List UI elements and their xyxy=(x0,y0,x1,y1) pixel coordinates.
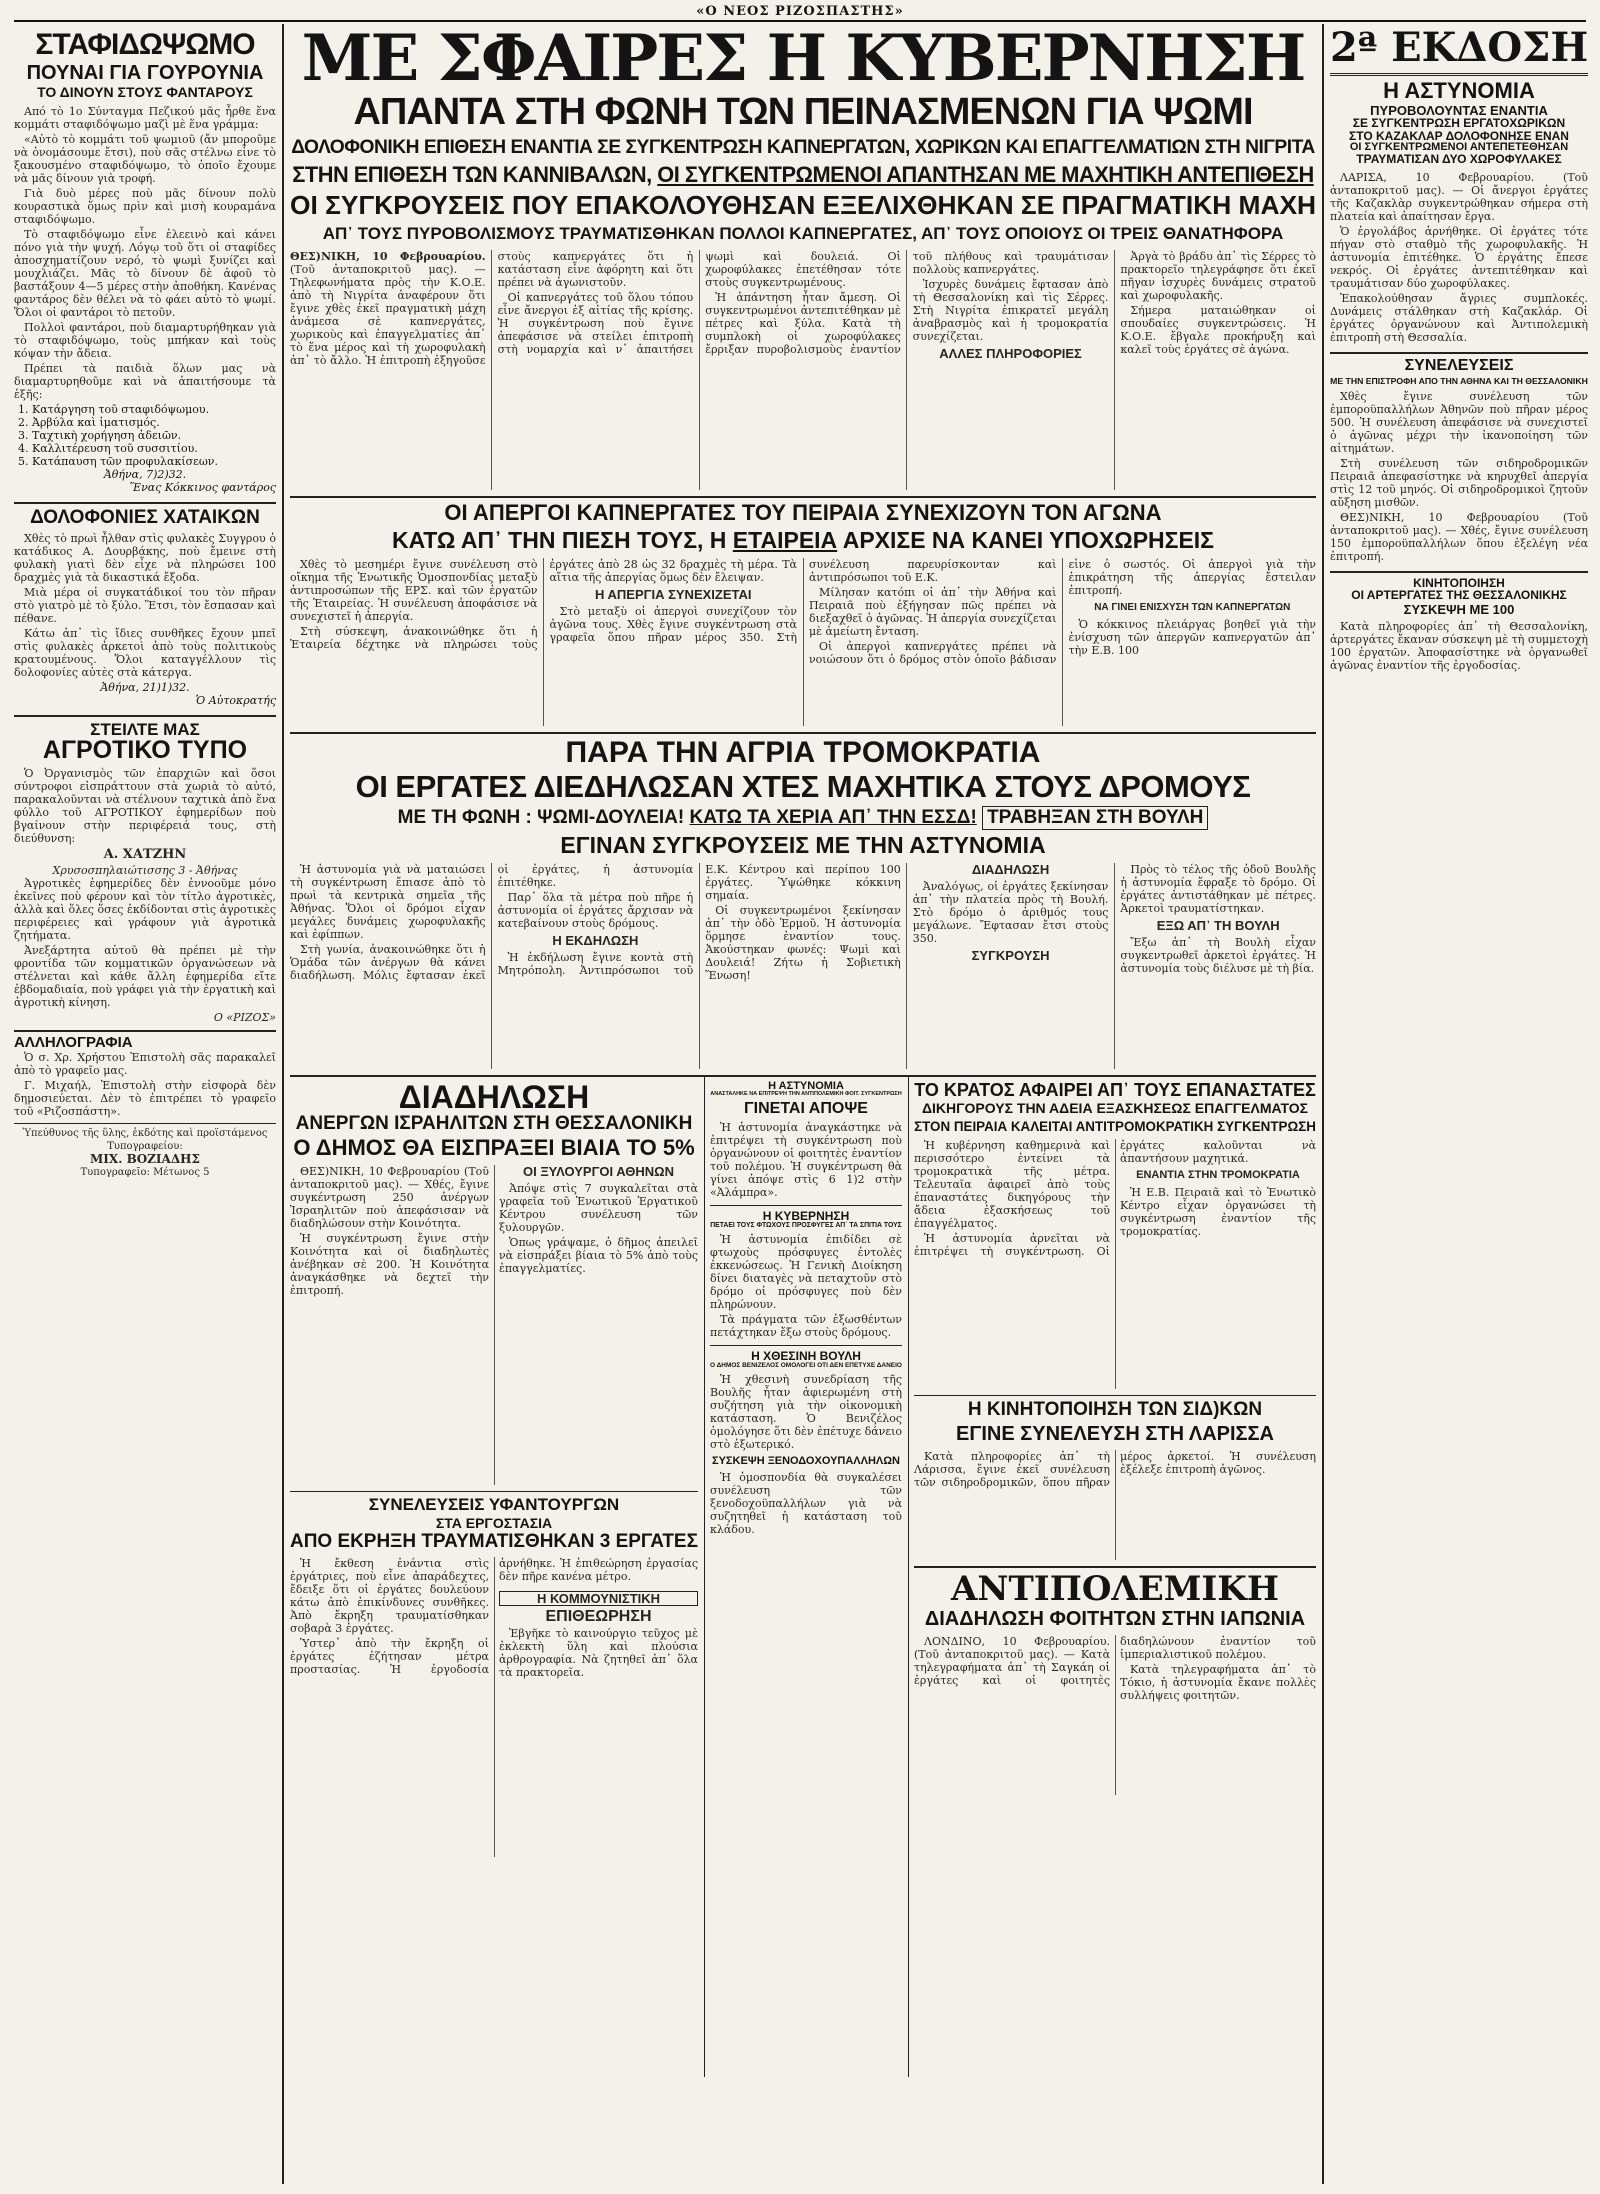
paragraph: Κάτω ἀπ᾽ τὶς ἴδιες συνθῆκες ἔχουν μπεῖ στὶς φυλακὲς ἀρκετοὶ ἀπὸ τοὺς πολιτικοὺς κρατουμένους. Ὅλοι καταγγέλλουν τὶς δολοφονίες αὐτὲς στὰ κάτεργα. xyxy=(14,626,276,679)
paragraph: Χθὲς τὸ μεσημέρι ἔγινε συνέλευση στὸ οἴκημα τῆς Ἑνωτικῆς Ὁμοσπονδίας μεταξὺ ἀντιπροσώπων τῆς ΕΡΣ. καὶ τῶν ἐργατῶν τῆς Ἑταιρείας. Ἡ συνέλευση ἀποφάσισε νὰ συνεχιστεῖ ἡ ἀπεργία. xyxy=(290,557,538,623)
terror-headline-3 xyxy=(290,806,1316,829)
subhead: ΟΙ ΞΥΛΟΥΡΓΟΙ ΑΘΗΝΩΝ xyxy=(522,1165,674,1180)
right-headline-10: ΟΙ ΑΡΤΕΡΓΑΤΕΣ ΤΗΣ ΘΕΣΣΑΛΟΝΙΚΗΣ xyxy=(1351,587,1567,602)
state-headline-2: ΔΙΚΗΓΟΡΟΥΣ ΤΗΝ ΑΔΕΙΑ ΕΞΑΣΚΗΣΕΩΣ ΕΠΑΓΓΕΛΜΑΤΟΣ xyxy=(921,1100,1309,1117)
parliament-story xyxy=(710,1373,902,1451)
piraeus-headline-2 xyxy=(290,526,1316,553)
subhead: Η ΚΟΜΜΟΥΝΙΣΤΙΚΗ xyxy=(499,1591,698,1606)
paragraph: Ὑστερ᾽ ἀπὸ τὴν ἔκρηξη οἱ ἐργάτες ἐζήτησαν μέτρα προστασίας. Ἡ ἐργοδοσία ἀρνήθηκε. Ἡ ἐπιθεώρηση ἐργασίας δὲν πῆρε κανένα μέτρο. xyxy=(290,1557,698,1677)
divider xyxy=(710,1345,902,1346)
divider xyxy=(914,1566,1316,1568)
terror-headline-4: ΕΓΙΝΑΝ ΣΥΓΚΡΟΥΣΕΙΣ ΜΕ ΤΗΝ ΑΣΤΥΝΟΜΙΑ xyxy=(560,831,1046,858)
parliament-headline: Η ΧΘΕΣΙΝΗ ΒΟΥΛΗ xyxy=(751,1349,861,1364)
right-article-3 xyxy=(1330,620,1588,672)
lower-section xyxy=(290,1077,1316,2097)
paragraph: Από τὸ 1ο Σύνταγμα Πεζικού μᾶς ἦρθε ἕνα κομμάτι σταφιδόψωμο μαζὶ μὲ ἕνα γράμμα: xyxy=(14,105,276,132)
right-article-2 xyxy=(1330,390,1588,563)
paragraph: Πολλοὶ φαντάροι, ποὺ διαμαρτυρήθηκαν γιὰ τὸ σταφιδόψωμο, τοὺς μπήκαν καὶ τοὺς κόψαν τὴν ἄδεια. xyxy=(14,321,276,361)
right-headline-9: ΚΙΝΗΤΟΠΟΙΗΣΗ xyxy=(1413,575,1505,590)
paragraph: Οἱ ἀπεργοὶ καπνεργάτες πρέπει νὰ νοιώσουν ὅτι ὁ δρόμος στὸν ὁποῖο βάδισαν εἶνε ὁ σωστός. Οἱ ἀπεργοὶ γιὰ τὴν ἐπικράτηση τῆς ἀπεργίας ἔστειλαν ἐπιτροπή. xyxy=(809,557,1316,666)
divider xyxy=(290,496,1316,498)
dateline: ΘΕΣ)ΝΙΚΗ, 10 Φεβρουαρίου. xyxy=(290,250,486,264)
paragraph: Οἱ καπνεργάτες τοῦ ὅλου τόπου εἶνε ἄνεργοι ἐξ αἰτίας τῆς κρίσης. Ἡ συγκέντρωση ποὺ ἔγινε ἀπεφάσισε νὰ στείλει ἐπιτροπὴ στὴ νομαρχία καὶ ν᾽ ἀπαιτήσει ψωμὶ καὶ δουλειά. Οἱ χωροφύλακες ἐπετέθησαν τότε στοὺς συγκεντρωμένους. xyxy=(497,250,901,357)
divider xyxy=(290,732,1316,734)
right-headline-8: ΜΕ ΤΗΝ ΕΠΙΣΤΡΟΦΗ ΑΠΟ ΤΗΝ ΑΘΗΝΑ ΚΑΙ ΤΗ ΘΕΣΣΑΛΟΝΙΚΗ xyxy=(1330,375,1588,386)
signature: Ὁ Αὐτοκρατής xyxy=(195,693,276,707)
paragraph: Ἡ ἔκθεση ἐνάντια στὶς ἐργάτριες, ποὺ εἶνε ἀπαράδεχτες, ἔδειξε ὅτι οἱ ἐργάτες δουλεύουν κάτω ἀπὸ ἐπικίνδυνες συνθῆκες. Ἀπὸ ἔκρηξη τραυματίσθηκαν σοβαρὰ 3 ἐργάτες. xyxy=(290,1557,489,1636)
headline-part: ΚΑΤΩ ΤΑ ΧΕΡΙΑ ΑΠ᾽ ΤΗΝ ΕΣΣΔ! xyxy=(689,807,977,829)
paragraph: «Αὐτὸ τὸ κομμάτι τοῦ ψωμιοῦ (ἄν μποροῦμε νὰ ὀνομάσουμε ἔτσι), ποὺ σᾶς στέλνω εἶνε τὸ ξακουσμένο σταφιδόψωμο, τὸ ὁποῖο ἔχουμε νὰ μᾶς δίνουν γιὰ τροφή. xyxy=(14,133,276,186)
paragraph: Μίλησαν κατόπι οἱ ἀπ᾽ τὴν Ἀθήνα καὶ Πειραιᾶ ποὺ ἐξήγησαν πῶς πρέπει νὰ διεξαχθεῖ ὁ ἀγῶνας. Ἡ ἀπεργία συνεχίζεται μὲ ἀμείωτη ἔνταση. xyxy=(809,585,1057,638)
paragraph: Κατὰ τηλεγραφήματα ἀπ᾽ τὸ Τόκιο, ἡ ἀστυνομία ἔκανε πολλὲς συλλήψεις φοιτητῶν. xyxy=(1120,1663,1316,1703)
column-rule-right xyxy=(1322,24,1324,2184)
paragraph: Στὴ σύσκεψη, ἀνακοινώθηκε ὅτι ἡ Ἑταιρεία δέχτηκε νὰ πληρώσει τοὺς ἐργάτες ἀπὸ 28 ὡς 32 δραχμὲς τὴ μέρα. Τὰ αἴτια τῆς ἀπεργίας ὅμως δὲν ἔλειψαν. xyxy=(290,557,797,651)
paragraph: ΘΕΣ)ΝΙΚΗ, 10 Φεβρουαρίου (Τοῦ ἀνταποκριτοῦ μας). — Χθές, ἔγινε συνέλευση 150 ἐμποροϋπαλλήλων ὅπου ἐξελέγη νέα ἐπιτροπή. xyxy=(1330,510,1588,563)
parliament-headline-2: Ο ΔΗΜΟΣ ΒΕΝΙΖΕΛΟΣ ΟΜΟΛΟΓΕΙ ΟΤΙ ΔΕΝ ΕΠΕΤΥΧΕ ΔΑΝΕΙΟ xyxy=(710,1361,902,1369)
paragraph: Στὴ γωνία, ἀνακοινώθηκε ὅτι ἡ Ὁμάδα τῶν ἀνέργων θὰ κάνει διαδήλωση. Μόλις ἔφτασαν ἐκεῖ οἱ ἐργάτες, ἡ ἀστυνομία ἐπιτέθηκε. xyxy=(290,862,694,982)
paragraph: Ἀργὰ τὸ βράδυ ἀπ᾽ τὶς Σέρρες τὸ πρακτορεῖο τηλεγράφησε ὅτι ἐκεῖ πῆγαν ἰσχυρὲς δυνάμεις στρατοῦ καὶ χωροφυλακῆς. xyxy=(1120,250,1316,303)
story-text: (Τοῦ ἀνταποκριτοῦ μας). — Τηλεφωνήματα πρὸς τὴν Κ.Ο.Ε. ἀπὸ τὴ Νιγρίτα ἀναφέρουν ὅτι ἔγινε χθὲς ἐκεῖ πραγματικὴ μάχη ἀνάμεσα σὲ καπνεργάτες, χωρικοὺς καὶ ἐπαγγελματίες ἀπ᾽ τὸ ἕνα μέρος καὶ τὴ χωροφυλακὴ ἀπ᾽ τὸ ἄλλο. Ἡ ἐπιτροπὴ ἐξηγοῦσε στοὺς καπνεργάτες ὅτι ἡ κατάσταση εἶνε ἀφόρητη καὶ ὅτι πρέπει νὰ ἀγωνιστοῦν. xyxy=(290,250,694,368)
main-deck-3: ΟΙ ΣΥΓΚΡΟΥΣΕΙΣ ΠΟΥ ΕΠΑΚΟΛΟΥΘΗΣΑΝ ΕΞΕΛΙΧΘΗΚΑΝ ΣΕ ΠΡΑΓΜΑΤΙΚΗ ΜΑΧΗ xyxy=(290,189,1316,220)
list-item: 3. Ταχτικὴ χορήγηση ἀδειῶν. xyxy=(32,429,276,442)
main-deck-2 xyxy=(290,161,1316,187)
column-rule xyxy=(908,1077,909,2077)
divider xyxy=(14,1030,276,1032)
right-headline-4: ΣΤΟ ΚΑΖΑΚΛΑΡ ΔΟΛΟΦΟΝΗΣΕ ΕΝΑΝ xyxy=(1349,128,1569,143)
dateline: Ἀθήνα, 7)2)32. xyxy=(103,468,187,482)
divider xyxy=(14,1123,276,1124)
paragraph: Παρ᾽ ὅλα τὰ μέτρα ποὺ πῆρε ἡ ἀστυνομία οἱ ἐργάτες ἄρχισαν νὰ κατεβαίνουν στοὺς δρόμους. xyxy=(497,890,694,930)
paragraph: Πρέπει τὰ παιδιὰ ὅλων μας νὰ διαμαρτυρηθοῦμε καὶ νὰ ἀπαιτήσουμε τὰ ἑξῆς: xyxy=(14,362,276,402)
right-headline-5: ΟΙ ΣΥΓΚΕΝΤΡΩΜΕΝΟΙ ΑΝΤΕΠΕΤΕΘΗΣΑΝ xyxy=(1349,140,1569,153)
paragraph: Ὁ σ. Χρ. Χρήστου Ἐπιστολὴ σᾶς παρακαλεῖ ἀπὸ τὸ γραφεῖο μας. xyxy=(14,1050,276,1077)
mobilization-headline: Η ΚΙΝΗΤΟΠΟΙΗΣΗ ΤΩΝ ΣΙΔ)ΚΩΝ xyxy=(967,1399,1263,1421)
paragraph: Χθὲς ἔγινε συνέλευση τῶν ἐμποροϋπαλλήλων Ἀθηνῶν ποὺ πῆραν μέρος 500. Ἡ συνέλευση ἀπεφάσισε νὰ συνεχιστεῖ ὁ ἀγῶνας μέχρι τὴν ἱκανοποίηση τῶν αἰτημάτων. xyxy=(1330,389,1588,455)
main-headline-2: ΑΠΑΝΤΑ ΣΤΗ ΦΩΝΗ ΤΩΝ ΠΕΙΝΑΣΜΕΝΩΝ ΓΙΑ ΨΩΜΙ xyxy=(353,91,1253,134)
paragraph: Ἡ ἀστυνομία ἐπιδίδει σὲ φτωχοὺς πρόσφυγες ἐντολὲς ἐκκενώσεως. Ἡ Γενικὴ Διοίκηση δίνει διαταγὲς νὰ πεταχτοῦν στὸ δρόμο οἱ πρόσφυγες ποὺ δὲν πληρώνουν. xyxy=(710,1233,902,1312)
list-item: 1. Κατάργηση τοῦ σταφιδόψωμου. xyxy=(32,403,276,416)
jews-headline-3: Ο ΔΗΜΟΣ ΘΑ ΕΙΣΠΡΑΞΕΙ ΒΙΑΙΑ ΤΟ 5% xyxy=(293,1134,695,1160)
imprint-line: Ὑπεύθυνος τῆς ὕλης, ἐκδότης καὶ προϊστάμενος Τυπογραφείου: xyxy=(22,1127,268,1152)
subhead: ΕΞΩ ΑΠ᾽ ΤΗ ΒΟΥΛΗ xyxy=(1156,917,1280,933)
list-item: 2. Ἀρβύλα καὶ ἱματισμός. xyxy=(32,416,276,429)
subhead: Η ΑΠΕΡΓΙΑ ΣΥΝΕΧΙΖΕΤΑΙ xyxy=(595,586,752,602)
left-article-4 xyxy=(14,1051,276,1118)
headline-part: ΜΕ ΤΗ ΦΩΝΗ : ΨΩΜΙ-ΔΟΥΛΕΙΑ! xyxy=(397,807,685,829)
demands-list xyxy=(14,403,276,468)
main-deck-1: ΔΟΛΟΦΟΝΙΚΗ ΕΠΙΘΕΣΗ ΕΝΑΝΤΙΑ ΣΕ ΣΥΓΚΕΝΤΡΩΣΗ ΚΑΠΝΕΡΓΑΤΩΝ, ΧΩΡΙΚΩΝ ΚΑΙ ΕΠΑΓΓΕΛΜΑΤΙΩΝ ΣΤΗ ΝΙΓΡΙΤΑ xyxy=(291,137,1315,159)
masthead-rule xyxy=(14,20,1586,22)
paragraph: Ἡ ἐκδήλωση ἔγινε κοντὰ στὴ Μητρόπολη. Ἀντιπρόσωποι τοῦ Ε.Κ. Κέντρου καὶ περίπου 100 ἐργάτες. Ὑψώθηκε κόκκινη σημαία. xyxy=(497,862,901,977)
left-article-2 xyxy=(14,532,276,679)
main-headline: ΜΕ ΣΦΑΙΡΕΣ Η ΚΥΒΕΡΝΗΣΗ xyxy=(301,26,1305,96)
left-headline-2: ΠΟΥΝΑΙ ΓΙΑ ΓΟΥΡΟΥΝΙΑ xyxy=(26,61,264,84)
paragraph: Ἔξω ἀπ᾽ τὴ Βουλὴ εἶχαν συγκεντρωθεῖ ἀρκετοὶ ἐργάτες. Ἡ ἀστυνομία τοὺς διέλυσε μὲ τὴ βία. xyxy=(1120,935,1316,975)
right-headline-11: ΣΥΣΚΕΨΗ ΜΕ 100 xyxy=(1403,602,1515,617)
list-item: 4. Καλλιτέρευση τοῦ συσσιτίου. xyxy=(32,442,276,455)
edition-label: 2ª ΕΚΔΟΣΗ xyxy=(1330,28,1588,71)
paragraph: Γιὰ δυὸ μέρες ποὺ μᾶς δίνουν πολὺ κουραστικὰ ὅμως πρὶν καὶ μισὴ κουραμάνα σταφιδόψωμο. xyxy=(14,187,276,227)
main-area xyxy=(290,26,1316,2182)
paragraph: Ἀπόψε στὶς 7 συγκαλεῖται στὰ γραφεῖα τοῦ Ἑνωτικοῦ Ἐργατικοῦ Κέντρου συνέλευση τῶν ξυλουργῶν. xyxy=(499,1182,698,1235)
paragraph: Σήμερα ματαιώθηκαν οἱ σπουδαίες συγκεντρώσεις. Ἡ Κ.Ο.Ε. ἔβγαλε προκήρυξη καὶ καλεῖ τοὺς ἐργάτες σὲ ἀγώνα. xyxy=(1120,304,1316,357)
paragraph: Ἡ ἀστυνομία ἀναγκάστηκε νὰ ἐπιτρέψει τὴ συγκέντρωση ποὺ ὀργανώνουν οἱ φοιτητὲς ἐναντίον τοῦ πολέμου. Ἡ συγκέντρωση θὰ γίνει ἀπόψε στὶς 6 1)2 στὴν «Ἀλάμπρα». xyxy=(710,1121,902,1200)
left-headline-4: ΔΟΛΟΦΟΝΙΕΣ ΧΑΤΑΙΚΩΝ xyxy=(30,507,260,529)
paragraph: Μιὰ μέρα οἱ συγκατάδικοί του τὸν πῆραν στὸ γιατρὸ μὲ τὸ ξύλο. Ἕτσι, τὸν ἔσπασαν καὶ πέθανε. xyxy=(14,585,276,625)
left-headline-6: ΑΛΛΗΛΟΓΡΑΦΙΑ xyxy=(14,1034,133,1052)
antiwar-story xyxy=(914,1635,1316,1795)
subhead: Η ΕΚΔΗΛΩΣΗ xyxy=(552,932,639,948)
paragraph: Ἡ ἀστυνομία ἀρνεῖται νὰ ἐπιτρέψει τὴ συγκέντρωση. Οἱ ἐργάτες καλοῦνται νὰ ἀπαντήσουν μαχητικά. xyxy=(914,1139,1316,1259)
imprint-line: Τυπογραφεῖο: Μέτωνος 5 xyxy=(80,1166,210,1178)
paragraph: Ἐβγῆκε τὸ καινούργιο τεῦχος μὲ ἐκλεκτὴ ὕλη καὶ πλούσια ἀρθρογραφία. Νὰ ζητηθεῖ ἀπ᾽ ὅλα τὰ πρακτορεῖα. xyxy=(499,1627,698,1680)
divider xyxy=(710,1205,902,1206)
subhead: ΣΥΣΚΕΨΗ ΞΕΝΟΔΟΧΟΥΠΑΛΛΗΛΩΝ xyxy=(711,1455,901,1468)
deck-part: ΟΙ ΣΥΓΚΕΝΤΡΩΜΕΝΟΙ ΑΠΑΝΤΗΣΑΝ ΜΕ ΜΑΧΗΤΙΚΗ ΑΝΤΕΠΙΘΕΣΗ xyxy=(657,161,1314,187)
mobilization-headline-2: ΕΓΙΝΕ ΣΥΝΕΛΕΥΣΗ ΣΤΗ ΛΑΡΙΣΣΑ xyxy=(955,1422,1274,1445)
state-headline: ΤΟ ΚΡΑΤΟΣ ΑΦΑΙΡΕΙ ΑΠ᾽ ΤΟΥΣ ΕΠΑΝΑΣΤΑΤΕΣ xyxy=(914,1080,1316,1100)
imprint xyxy=(14,1127,276,1179)
government-headline: Η ΚΥΒΕΡΝΗΣΗ xyxy=(762,1209,850,1224)
state-headline-3: ΣΤΟΝ ΠΕΙΡΑΙΑ ΚΑΛΕΙΤΑΙ ΑΝΤΙΤΡΟΜΟΚΡΑΤΙΚΗ ΣΥΓΚΕΝΤΡΩΣΗ xyxy=(914,1118,1316,1134)
state-story xyxy=(914,1139,1316,1389)
right-column xyxy=(1330,28,1588,2178)
signature: Ἕνας Κόκκινος φαντάρος xyxy=(129,481,276,495)
paragraph: Στὸ μεταξὺ οἱ ἀπεργοὶ συνεχίζουν τὸν ἀγῶνα τους. Χθὲς ἔγινε συγκέντρωση στὰ γραφεῖα ὅπου πῆραν μέρος 350. Στὴ συνέλευση παρευρίσκονταν καὶ ἀντιπρόσωποι τοῦ Ε.Κ. xyxy=(549,557,1057,644)
right-headline-7: ΣΥΝΕΛΕΥΣΕΙΣ xyxy=(1404,357,1514,375)
paragraph: Ἐπακολούθησαν ἄγριες συμπλοκές. Δυνάμεις στάλθηκαν στὴ Καζακλάρ. Οἱ ἐργάτες ὀργανώνουν καὶ Ἀντιπολεμικὴ ἐπιτροπὴ στὴ Θεσσαλία. xyxy=(1330,292,1588,345)
jews-story xyxy=(290,1165,698,1485)
right-headline-3: ΣΕ ΣΥΓΚΕΝΤΡΩΣΗ ΕΡΓΑΤΟΧΩΡΙΚΩΝ xyxy=(1352,116,1566,131)
paragraph: ΛΑΡΙΣΑ, 10 Φεβρουαρίου. (Τοῦ ἀνταποκριτοῦ μας). — Οἱ ἄνεργοι ἐργάτες τῆς Καζακλὰρ συγκεντρώθηκαν σήμερα στὴ πλατεία καὶ ἀπαίτησαν ἔργα. xyxy=(1330,171,1588,224)
paragraph: Ἡ χθεσινὴ συνεδρίαση τῆς Βουλῆς ἦταν ἀφιερωμένη στὴ συζήτηση γιὰ τὴν οἰκονομικὴ κατάσταση. Ὁ Βενιζέλος ὁμολόγησε ὅτι δὲν ἐπέτυχε δάνειο στὸ ἐξωτερικό. xyxy=(710,1373,902,1452)
police-story xyxy=(710,1121,902,1199)
right-headline-6: ΤΡΑΥΜΑΤΙΣΑΝ ΔΥΟ ΧΩΡΟΦΥΛΑΚΕΣ xyxy=(1356,152,1562,167)
weavers-headline-1: ΣΤΑ ΕΡΓΟΣΤΑΣΙΑ xyxy=(435,1514,553,1531)
right-article-1 xyxy=(1330,171,1588,344)
paragraph: Ἡ συγκέντρωση ἔγινε στὴν Κοινότητα καὶ οἱ διαδηλωτὲς ἀνέβηκαν σὲ 200. Ἡ Κοινότητα ἀναγκάσθηκε νὰ δεχτεῖ τὴν ἐπιτροπή. xyxy=(290,1232,489,1298)
left-headline-1: ΣΤΑΦΙΔΩΨΩΜΟ xyxy=(35,30,255,61)
headline-part: ΕΤΑΙΡΕΙΑ xyxy=(732,526,838,553)
divider xyxy=(290,1491,698,1492)
subhead: ΕΠΙΘΕΩΡΗΣΗ xyxy=(545,1608,652,1626)
jews-headline: ΔΙΑΔΗΛΩΣΗ xyxy=(398,1080,590,1115)
police-headline-3: ΓΙΝΕΤΑΙ ΑΠΟΨΕ xyxy=(744,1099,868,1117)
paragraph: Ἀναλόγως, οἱ ἐργάτες ξεκίνησαν ἀπ᾽ τὴν πλατεία πρὸς τὴ Βουλή. Στὸ δρόμο ὁ ἀριθμός τους μεγάλωνε. Ἔφτασαν ἔτσι στοὺς 350. xyxy=(912,879,1109,945)
right-headline-1: Η ΑΣΤΥΝΟΜΙΑ xyxy=(1383,77,1535,103)
paragraph: Ἡ ἀπάντηση ἦταν ἄμεση. Οἱ συγκεντρωμένοι ἀντεπιτέθηκαν μὲ πέτρες καὶ ξύλα. Κατὰ τὴ συμπλοκὴ οἱ χωροφύλακες ἔρριξαν πυροβολισμοὺς ἐναντίον τοῦ πλήθους καὶ τραυμάτισαν πολλοὺς καπνεργάτες. xyxy=(705,250,1109,357)
paragraph: Γ. Μιχαήλ, Ἐπιστολὴ στὴν εἰσφορὰ δὲν δημοσιεύεται. Δὲν τὸ ἐπιτρέπει τὸ γραφεῖο τοῦ «Ριζοσπάστη». xyxy=(14,1078,276,1118)
weavers-headline-2: ΑΠΟ ΕΚΡΗΞΗ ΤΡΑΥΜΑΤΙΣΘΗΚΑΝ 3 ΕΡΓΑΤΕΣ xyxy=(290,1531,698,1553)
paragraph: Ἡ κυβέρνηση καθημερινὰ καὶ περισσότερο ἐντείνει τὰ τρομοκρατικὰ τῆς μέτρα. Τελευταῖα ἀφαιρεῖ ἀπὸ τοὺς ἐπαναστάτες δικηγόρους τὴν ἄδεια ἐξασκήσεως τοῦ ἐπαγγέλματος. xyxy=(914,1139,1110,1231)
lower-col-a xyxy=(290,1081,698,2081)
terror-headline: ΠΑΡΑ ΤΗΝ ΑΓΡΙΑ ΤΡΟΜΟΚΡΑΤΙΑ xyxy=(565,735,1041,769)
imprint-editor: ΜΙΧ. ΒΟΖΙΑΔΗΣ xyxy=(90,1151,200,1166)
paragraph: Ἡ ὁμοσπονδία θὰ συγκαλέσει συνέλευση τῶν ξενοδοχοϋπαλλήλων γιὰ νὰ συζητηθεῖ ἡ κατάσταση τοῦ κλάδου. xyxy=(710,1471,902,1537)
column-rule xyxy=(704,1077,705,2077)
paragraph: Ὁπως γράψαμε, ὁ δῆμος ἀπειλεῖ νὰ εἰσπράξει βίαια τὸ 5% ἀπὸ τοὺς ἐπαγγελματίες. xyxy=(499,1236,698,1276)
terror-headline-2: ΟΙ ΕΡΓΑΤΕΣ ΔΙΕΔΗΛΩΣΑΝ ΧΤΕΣ ΜΑΧΗΤΙΚΑ ΣΤΟΥΣ ΔΡΟΜΟΥΣ xyxy=(355,768,1251,804)
nigrita-story xyxy=(290,250,1316,490)
left-headline-5a: ΣΤΕΙΛΤΕ ΜΑΣ xyxy=(90,719,200,739)
subhead: ΕΝΑΝΤΙΑ ΣΤΗΝ ΤΡΟΜΟΚΡΑΤΙΑ xyxy=(1136,1169,1300,1182)
jews-headline-2: ΑΝΕΡΓΩΝ ΙΣΡΑΗΛΙΤΩΝ ΣΤΗ ΘΕΣΣΑΛΟΝΙΚΗ xyxy=(295,1112,693,1134)
hotel-story xyxy=(710,1471,902,1536)
divider xyxy=(1330,73,1588,76)
right-headline-2: ΠΥΡΟΒΟΛΟΥΝΤΑΣ ΕΝΑΝΤΙΑ xyxy=(1370,103,1548,119)
lower-col-b xyxy=(710,1081,902,2081)
paragraph: ΛΟΝΔΙΝΟ, 10 Φεβρουαρίου. (Τοῦ ἀνταποκριτοῦ μας). — Κατὰ τηλεγραφήματα ἀπ᾽ τὴ Σαγκάη οἱ ἐργάτες καὶ οἱ φοιτητὲς διαδηλώνουν ἐναντίον τοῦ ἰμπεριαλιστικοῦ πολέμου. xyxy=(914,1635,1316,1688)
left-headline-5b: ΑΓΡΟΤΙΚΟ ΤΥΠΟ xyxy=(42,735,248,764)
paragraph: Ἀνεξάρτητα αὐτοῦ θὰ πρέπει μὲ τὴν φροντίδα τῶν κομματικῶν ὀργανώσεων νὰ στέλνεται καὶ κάθε ἄλλη ἐφημερίδα εἴτε ἐβδομαδιαία, ποὺ γράφει γιὰ τὴν ἐργατικὴ καὶ ἀγροτικὴ κίνηση. xyxy=(14,944,276,1010)
paragraph: Τὸ σταφιδόψωμο εἶνε ἐλεεινὸ καὶ κάνει πόνο γιὰ τὴν ψυχή. Λόγῳ τοῦ ὅτι οἱ σταφίδες ἀποσχηματίζουν νερό, τὸ ψωμὶ ξυνίζει καὶ μουχλιάζει. Μᾶς τὸ δίνουν δὲ ἀφοῦ τὸ βαστάξουν 4—5 μέρες στὴν ἀποθήκη. Κανένας φαντάρος δὲν θέλει νὰ τὸ φάει αὐτὸ τὸ ψωμί. Ὅλοι οἱ φαντάροι τὸ πετοῦν. xyxy=(14,228,276,320)
subhead: ΑΛΛΕΣ ΠΛΗΡΟΦΟΡΙΕΣ xyxy=(939,346,1082,362)
paragraph: Κατὰ πληροφορίες ἀπ᾽ τὴ Λάρισσα, ἔγινε ἐκεῖ συνέλευση τῶν σιδηροδρομικῶν, ὅπου πῆραν μέρος ἀρκετοί. Ἡ συνέλευση ἐξέλεξε ἐπιτροπὴ ἀγῶνος. xyxy=(914,1450,1316,1490)
divider xyxy=(14,502,276,504)
subhead: ΣΥΓΚΡΟΥΣΗ xyxy=(971,947,1050,963)
paragraph: Χθὲς τὸ πρωὶ ἦλθαν στὶς φυλακὲς Συγγρου ὁ κατάδικος Α. Δουρβάκης, ποὺ ἔμεινε στὴ φυλακὴ γιατὶ δὲν εἶχε νὰ πληρώσει 100 δραχμὲς γιὰ τὰ δικαστικά ἔξοδα. xyxy=(14,531,276,584)
divider xyxy=(1330,352,1588,354)
paragraph: Ὁ Ὀργανισμὸς τῶν ἐπαρχιῶν καὶ ὅσοι σύντροφοι εἰσπράττουν στὰ χωριὰ τὸ αὐτό, παρακαλοῦνται νὰ στέλνουν ταχτικὰ ἀπὸ ἕνα φύλλο τοῦ ΑΓΡΟΤΙΚΟΥ ἐφημερίδων ποὺ βγαίνουν στὴν περιφέρειά τους, στὴ διεύθυνση: xyxy=(14,767,276,846)
left-article-3 xyxy=(14,767,276,1024)
paragraph: ΘΕΣ)ΝΙΚΗ, 10 Φεβρουαρίου (Τοῦ ἀνταποκριτοῦ μας). — Χθές, ἔγινε συγκέντρωση 250 ἀνέργων Ἰσραηλιτῶν ποὺ ἀπεφάσισαν νὰ διαδηλώσουν στὴν Κοινότητα. xyxy=(290,1165,489,1231)
paragraph: Κατὰ πληροφορίες ἀπ᾽ τὴ Θεσσαλονίκη, ἀρτεργάτες ἔκαναν σύσκεψη μὲ τὴ συμμετοχὴ 100 ἐργατῶν. Ἀποφασίστηκε νὰ ὀργανωθεῖ ἀγῶνας ἐναντίον τῆς ἐργοδοσίας. xyxy=(1330,620,1588,673)
paragraph: Ὁ κόκκινος πλειάργας βοηθεῖ γιὰ τὴν ἐνίσχυση τῶν ἀπεργῶν καπνεργατῶν ἀπ᾽ τὴν Ε.Β. 100 xyxy=(1068,617,1316,657)
left-article-1 xyxy=(14,105,276,401)
main-deck-4: ΑΠ᾽ ΤΟΥΣ ΠΥΡΟΒΟΛΙΣΜΟΥΣ ΤΡΑΥΜΑΤΙΣΘΗΚΑΝ ΠΟΛΛΟΙ ΚΑΠΝΕΡΓΑΤΕΣ, ΑΠ᾽ ΤΟΥΣ ΟΠΟΙΟΥΣ ΟΙ ΤΡΕΙΣ ΘΑΝΑΤΗΦΟΡΑ xyxy=(322,223,1284,243)
headline-part: ΤΡΑΒΗΞΑΝ ΣΤΗ ΒΟΥΛΗ xyxy=(982,806,1208,829)
dateline: Ἀθήνα, 21)1)32. xyxy=(100,680,190,694)
subhead: ΝΑ ΓΙΝΕΙ ΕΝΙΣΧΥΣΗ ΤΩΝ ΚΑΠΝΕΡΓΑΤΩΝ xyxy=(1094,601,1291,613)
list-item: 5. Κατάπαυση τῶν προφυλακίσεων. xyxy=(32,455,276,468)
column-rule-left xyxy=(282,24,284,2184)
divider xyxy=(14,715,276,717)
antiwar-headline: ΑΝΤΙΠΟΛΕΜΙΚΗ xyxy=(951,1569,1279,1610)
signature: Ο «ΡΙΖΟΣ» xyxy=(213,1011,276,1025)
paragraph: Πρὸς τὸ τέλος τῆς ὁδοῦ Βουλῆς ἡ ἀστυνομία ἔφραξε τὸ δρόμο. Οἱ ἐργάτες ἀντιστάθηκαν μὲ πέτρες. Ἀρκετοὶ τραυματίστηκαν. xyxy=(1120,862,1316,915)
government-headline-2: ΠΕΤΑΕΙ ΤΟΥΣ ΦΤΩΧΟΥΣ ΠΡΟΣΦΥΓΕΣ ΑΠ᾽ ΤΑ ΣΠΙΤΙΑ ΤΟΥΣ xyxy=(710,1222,902,1230)
paragraph: Τὰ πράγματα τῶν ἐξωσθέντων πετάχτηκαν ἔξω στοὺς δρόμους. xyxy=(710,1313,902,1340)
subhead: ΔΙΑΔΗΛΩΣΗ xyxy=(971,862,1050,877)
paragraph: Ὁ ἐργολάβος ἀρνήθηκε. Οἱ ἐργάτες τότε πήγαν στὸ σταθμὸ τῆς χωροφυλακῆς. Ἡ ἀστυνομία ἐπιτέθηκε. Ὁ ἐργάτης ἔπεσε νεκρός. Οἱ ἐργάτες ἀντεπιτέθηκαν καὶ τραυμάτισαν δύο χωροφύλακες. xyxy=(1330,225,1588,291)
headline-part: ΚΑΤΩ ΑΠ᾽ ΤΗΝ ΠΙΕΣΗ ΤΟΥΣ, Η xyxy=(391,526,727,553)
headline-part: ΑΡΧΙΣΕ ΝΑ ΚΑΝΕΙ ΥΠΟΧΩΡΗΣΕΙΣ xyxy=(842,526,1214,553)
left-headline-3: ΤΟ ΔΙΝΟΥΝ ΣΤΟΥΣ ΦΑΝΤΑΡΟΥΣ xyxy=(37,83,253,100)
demonstration-story xyxy=(290,863,1316,1069)
paragraph: Στὴ συνέλευση τῶν σιδηροδρομικῶν Πειραιᾶ ἀπεφασίστηκε νὰ κηρυχθεῖ ἀπεργία στὶς 12 τοῦ μηνός. Οἱ σιδηροδρομικοὶ ζητοῦν αὔξηση μισθῶν. xyxy=(1330,456,1588,509)
divider xyxy=(914,1395,1316,1396)
paragraph: Ἰσχυρὲς δυνάμεις ἔφτασαν ἀπὸ τὴ Θεσσαλονίκη καὶ τὶς Σέρρες. Στὴ Νιγρίτα ἐπικρατεῖ μεγάλη ἀναβρασμὸς καὶ ἡ τρομοκρατία συνεχίζεται. xyxy=(912,278,1109,344)
weavers-headline-0: ΣΥΝΕΛΕΥΣΕΙΣ ΥΦΑΝΤΟΥΡΓΩΝ xyxy=(368,1495,620,1515)
masthead: «Ο ΝΕΟΣ ΡΙΖΟΣΠΑΣΤΗΣ» xyxy=(696,4,904,19)
deck-part: ΣΤΗΝ ΕΠΙΘΕΣΗ ΤΩΝ ΚΑΝΝΙΒΑΛΩΝ, xyxy=(292,161,652,187)
piraeus-headline: ΟΙ ΑΠΕΡΓΟΙ ΚΑΠΝΕΡΓΑΤΕΣ ΤΟΥ ΠΕΙΡΑΙΑ ΣΥΝΕΧΙΖΟΥΝ ΤΟΝ ΑΓΩΝΑ xyxy=(444,500,1162,526)
police-headline-2: ΑΝΑΣΤΑΛΗΚΕ ΝΑ ΕΠΙΤΡΕΨΗ ΤΗΝ ΑΝΤΙΠΟΛΕΜΙΚΗ ΦΟΙΤ. ΣΥΓΚΕΝΤΡΩΣΗ xyxy=(710,1091,902,1098)
lower-col-c xyxy=(914,1081,1316,2081)
paragraph: Οἱ συγκεντρωμένοι ξεκίνησαν ἀπ᾽ τὴν ὁδὸ Ἑρμοῦ. Ἡ ἀστυνομία ὅρμησε ἐναντίον τους. Ἀκούστηκαν φωνές: Ψωμὶ καὶ Δουλειά! Ζήτω ἡ Σοβιετικὴ Ἕνωση! xyxy=(705,903,901,982)
mobilization-story xyxy=(914,1450,1316,1560)
divider xyxy=(1330,571,1588,573)
address-name: Α. ΧΑΤΖΗΝ xyxy=(103,847,187,863)
police-headline: Η ΑΣΤΥΝΟΜΙΑ xyxy=(768,1080,844,1092)
address-street: Χρυσοσπηλαιώτισσης 3 - Ἀθήνας xyxy=(52,864,238,878)
left-column xyxy=(14,30,276,2180)
paragraph: Ἡ Ε.Β. Πειραιᾶ καὶ τὸ Ἑνωτικὸ Κέντρο εἶχαν ὀργανώσει τὴ συγκέντρωση ἐναντίον τῆς τρομοκρατίας. xyxy=(1120,1186,1316,1239)
paragraph: Ἀγροτικὲς ἐφημερίδες δὲν ἐννοοῦμε μόνο ἐκεῖνες ποὺ φέρουν καὶ τὸν τίτλο ἀγροτικὲς, ἀλλὰ καὶ ὅλες ὅσες ἐκδίδονται στὶς ἀγροτικὲς περιφέρειες καὶ γράφουν γιὰ ἀγροτικὰ ζητήματα. xyxy=(14,877,276,943)
weavers-story xyxy=(290,1557,698,1857)
piraeus-story xyxy=(290,558,1316,726)
government-story xyxy=(710,1233,902,1339)
paragraph: Ἡ ἀστυνομία γιὰ νὰ ματαιώσει τὴ συγκέντρωση ἔπιασε ἀπὸ τὸ πρωὶ τὰ κεντρικὰ σημεῖα τῆς Ἀθήνας. Ὅλοι οἱ δρόμοι εἶχαν μεγάλες δυνάμεις χωροφυλακῆς καὶ ἐφίππων. xyxy=(290,862,486,941)
antiwar-headline-2: ΔΙΑΔΗΛΩΣΗ ΦΟΙΤΗΤΩΝ ΣΤΗΝ ΙΑΠΩΝΙΑ xyxy=(924,1607,1306,1630)
